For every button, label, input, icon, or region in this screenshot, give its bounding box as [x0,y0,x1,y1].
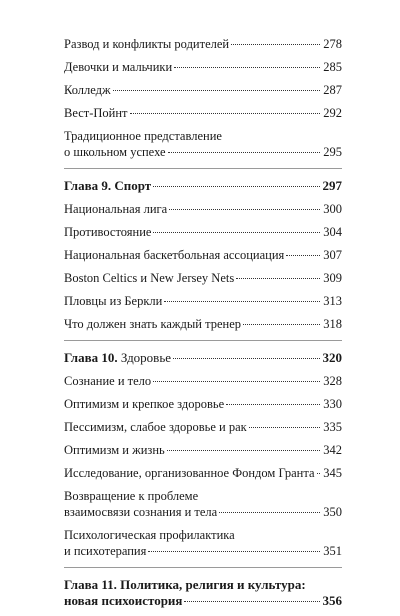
chapter-title-line1: Политика, религия и культура: [120,577,306,592]
entry-title-line: Возвращение к проблеме [64,489,199,503]
toc-entry[interactable] [64,419,342,435]
entry-title: и психотерапия [64,544,147,558]
dot-leader [249,427,321,428]
page-number: 300 [323,202,342,216]
page-number: 350 [323,505,342,519]
toc-entry[interactable] [64,247,342,263]
dot-leader [153,381,320,382]
toc-entry[interactable] [64,396,342,412]
toc-entry[interactable] [64,442,342,458]
dot-leader [153,232,320,233]
dot-leader [130,113,321,114]
entry-title: Девочки и мальчики [64,60,173,74]
dot-leader [167,450,321,451]
chapter-label: Глава 9. [64,178,112,193]
page-number: 342 [323,443,342,457]
toc-entry[interactable] [64,373,342,389]
entry-title-line: Традиционное представление [64,129,222,143]
dot-leader [173,358,319,359]
dot-leader [164,301,320,302]
toc-entry[interactable] [64,59,342,75]
chapter-title: Спорт [114,178,152,193]
toc-chapter-9[interactable] [64,178,342,194]
toc-entry[interactable] [64,36,342,52]
toc-entry[interactable] [64,465,342,481]
entry-title: Boston Celtics и New Jersey Nets [64,271,235,285]
entry-title: Национальная лига [64,202,168,216]
page-number: 313 [323,294,342,308]
page-number: 345 [323,466,342,480]
page-number: 278 [323,37,342,51]
page-number: 285 [323,60,342,74]
dot-leader [231,44,320,45]
dot-leader [184,601,319,602]
dot-leader [174,67,320,68]
dot-leader [243,324,320,325]
dot-leader [153,186,319,187]
entry-title: Развод и конфликты родителей [64,37,230,51]
dot-leader [169,209,320,210]
dot-leader [286,255,320,256]
toc-chapter-10[interactable] [64,350,342,366]
chapter-label: Глава 11. [64,577,117,592]
entry-title: Пловцы из Беркли [64,294,163,308]
toc-entry[interactable] [64,293,342,309]
page-number: 292 [323,106,342,120]
page-number: 295 [323,145,342,159]
section-divider [64,340,342,341]
section-divider [64,567,342,568]
toc-entry[interactable] [64,488,342,520]
entry-title: о школьном успехе [64,145,166,159]
toc-entry[interactable] [64,270,342,286]
page-number: 335 [323,420,342,434]
page-number: 304 [323,225,342,239]
page-number: 356 [322,593,342,608]
chapter-label: Глава 10. [64,350,118,365]
dot-leader [219,512,320,513]
page-number: 351 [323,544,342,558]
toc-entry[interactable] [64,105,342,121]
entry-title: Национальная баскетбольная ассоциация [64,248,285,262]
dot-leader [168,152,321,153]
toc-chapter-11[interactable] [64,577,342,609]
section-divider [64,168,342,169]
entry-title: взаимосвязи сознания и тела [64,505,218,519]
page-number: 307 [323,248,342,262]
toc-section-sport [64,201,342,332]
chapter-title: Здоровье [120,350,172,365]
toc-entry[interactable] [64,224,342,240]
page-number: 297 [322,178,342,193]
entry-title: Вест-Пойнт [64,106,128,120]
toc-entry[interactable] [64,201,342,217]
toc-entry[interactable] [64,128,342,160]
page-number: 318 [323,317,342,331]
toc-entry[interactable] [64,316,342,332]
entry-title: Что должен знать каждый тренер [64,317,241,331]
entry-title: Оптимизм и жизнь [64,443,165,457]
entry-title: Сознание и тело [64,374,152,388]
page-number: 320 [322,350,342,365]
page-number: 328 [323,374,342,388]
dot-leader [113,90,321,91]
dot-leader [148,551,320,552]
page-number: 287 [323,83,342,97]
toc-section-health [64,373,342,559]
toc-entry[interactable] [64,527,342,559]
entry-title: Пессимизм, слабое здоровье и рак [64,420,247,434]
chapter-title-line2: новая психоистория [64,593,183,608]
toc-entry[interactable] [64,82,342,98]
table-of-contents [64,36,342,616]
page-number: 330 [323,397,342,411]
entry-title: Колледж [64,83,111,97]
page-number: 309 [323,271,342,285]
toc-section-school [64,36,342,160]
dot-leader [236,278,320,279]
dot-leader [317,473,321,474]
dot-leader [226,404,320,405]
entry-title: Оптимизм и крепкое здоровье [64,397,225,411]
entry-title-line: Психологическая профилактика [64,528,235,542]
entry-title: Противостояние [64,225,152,239]
entry-title: Исследование, организованное Фондом Гранта [64,466,315,480]
